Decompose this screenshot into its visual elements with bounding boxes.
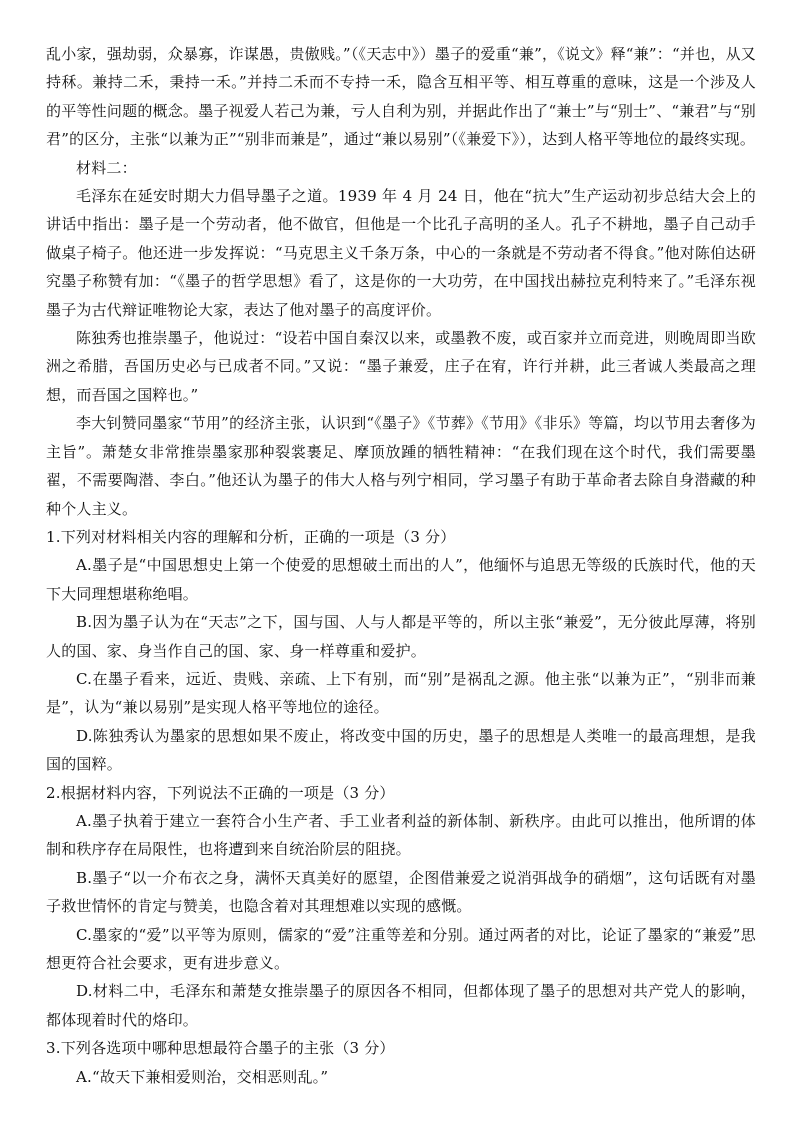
material2-paragraph-3: 李大钊赞同墨家“节用”的经济主张，认识到“《墨子》《节葬》《节用》《非乐》等篇，均以节用去奢侈为主旨”。萧楚女非常推崇墨家那种裂裳裹足、摩顶放踵的牺牲精神：“在我们现在这个时代，我们需要墨翟，不需要陶潜、李白。”他还认为墨子的伟大人格与列宁相同，学习墨子有助于革命者去除自身潜藏的种种个人主义。: [46, 414, 756, 518]
material2-heading: 材料二：: [76, 158, 137, 177]
question-2-option-d: D.材料二中，毛泽东和萧楚女推崇墨子的原因各不相同，但都体现了墨子的思想对共产党人的影响，都体现着时代的烙印。: [46, 982, 756, 1029]
question-1-stem: 1.下列对材料相关内容的理解和分析，正确的一项是（3 分）: [46, 527, 456, 546]
material1-tail-paragraph: 乱小家，强劫弱，众暴寡，诈谋愚，贵傲贱。”（《天志中》）墨子的爱重“兼”，《说文》释“兼”：“并也，从又持秝。兼持二禾，秉持一禾。”并持二禾而不专持一禾，隐含互相平等、相互尊重的意味，这是一个涉及人的平等性问题的概念。墨子视爱人若己为兼，亏人自利为别，并据此作出了“兼士”与“别士”、“兼君”与“别君”的区分，主张“以兼为正”“别非而兼是”，通过“兼以易别”（《兼爱下》），达到人格平等地位的最终实现。: [46, 45, 756, 149]
question-2-option-a: A.墨子执着于建立一套符合小生产者、手工业者利益的新体制、新秩序。由此可以推出，他所谓的体制和秩序存在局限性，也将遭到来自统治阶层的阻挠。: [46, 811, 756, 859]
question-2-option-c: C.墨家的“爱”以平等为原则，儒家的“爱”注重等差和分别。通过两者的对比，论证了墨家的“兼爱”思想更符合社会要求，更有进步意义。: [46, 925, 756, 972]
question-1-option-c: C.在墨子看来，远近、贵贱、亲疏、上下有别，而“别”是祸乱之源。他主张“以兼为正”，“别非而兼是”，认为“兼以易别”是实现人格平等地位的途径。: [46, 669, 756, 717]
question-3-stem: 3.下列各选项中哪种思想最符合墨子的主张（3 分）: [46, 1039, 395, 1058]
question-2-stem: 2.根据材料内容，下列说法不正确的一项是（3 分）: [46, 783, 395, 802]
material2-paragraph-1: 毛泽东在延安时期大力倡导墨子之道。1939 年 4 月 24 日，他在“抗大”生产运动初步总结大会上的讲话中指出：墨子是一个劳动者，他不做官，但他是一个比孔子高明的圣人。孔子不耕地，墨子自己动手做桌子椅子。他还进一步发挥说：“马克思主义千条万条，中心的一条就是不劳动者不得食。”他对陈伯达研究墨子称赞有加：“《墨子的哲学思想》看了，这是你的一大功劳，在中国找出赫拉克利特来了。”毛泽东视墨子为古代辩证唯物论大家，表达了他对墨子的高度评价。: [46, 187, 756, 319]
question-3-option-a: A.“故天下兼相爱则治，交相恶则乱。”: [76, 1067, 329, 1086]
material2-paragraph-2: 陈独秀也推崇墨子，他说过：“设若中国自秦汉以来，或墨教不废，或百家并立而竞进，则晚周即当欧洲之希腊，吾国历史必与已成者不同。”又说：“墨子兼爱，庄子在宥，许行并耕，此三者诚人类最高之理想，而吾国之国粹也。”: [46, 329, 756, 404]
question-1-option-b: B.因为墨子认为在“天志”之下，国与国、人与人都是平等的，所以主张“兼爱”，无分彼此厚薄，将别人的国、家、身当作自己的国、家、身一样尊重和爱护。: [46, 613, 756, 660]
question-2-option-b: B.墨子“以一介布衣之身，满怀天真美好的愿望，企图借兼爱之说消弭战争的硝烟”，这句话既有对墨子救世情怀的肯定与赞美，也隐含着对其理想难以实现的感慨。: [46, 868, 756, 916]
question-1-option-a: A.墨子是“中国思想史上第一个使爱的思想破土而出的人”，他缅怀与追思无等级的氏族时代，他的天下大同理想堪称绝唱。: [46, 556, 756, 603]
question-1-option-d: D.陈独秀认为墨家的思想如果不废止，将改变中国的历史，墨子的思想是人类唯一的最高理想，是我国的国粹。: [46, 726, 756, 774]
